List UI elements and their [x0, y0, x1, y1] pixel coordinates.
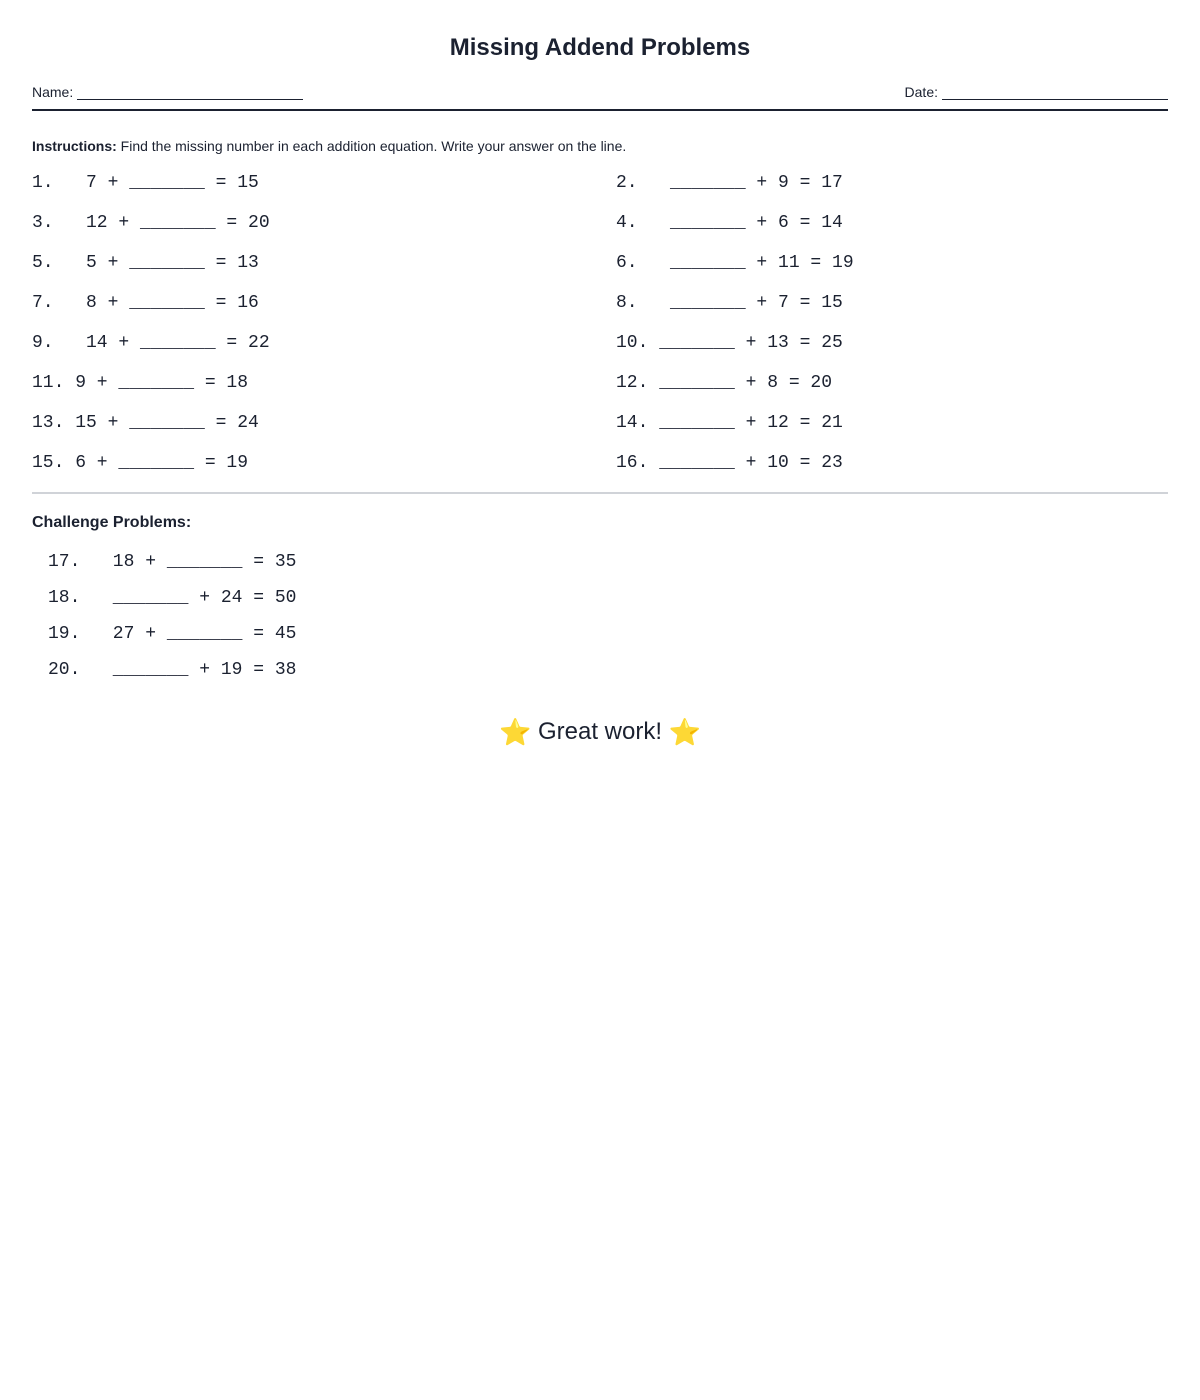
header-divider — [32, 109, 1168, 111]
problem-5: 5. 5 + _______ = 13 — [32, 253, 259, 273]
problem-3: 3. 12 + _______ = 20 — [32, 213, 270, 233]
problem-11: 11. 9 + _______ = 18 — [32, 373, 249, 393]
challenge-problem-17: 17. 18 + _______ = 35 — [48, 552, 297, 572]
date-blank-line[interactable] — [942, 83, 1168, 100]
challenge-problem-18: 18. _______ + 24 = 50 — [48, 588, 297, 608]
star-icon: ⭐ — [498, 717, 532, 747]
section-divider — [32, 492, 1168, 494]
problem-9: 9. 14 + _______ = 22 — [32, 333, 270, 353]
footer-text: Great work! — [537, 718, 663, 745]
problem-7: 7. 8 + _______ = 16 — [32, 293, 259, 313]
problem-16: 16. _______ + 10 = 23 — [616, 453, 843, 473]
problem-1: 1. 7 + _______ = 15 — [32, 173, 259, 193]
problem-15: 15. 6 + _______ = 19 — [32, 453, 249, 473]
name-field — [32, 83, 303, 100]
problems-grid — [32, 172, 1168, 492]
header-row — [32, 77, 1168, 107]
problem-14: 14. _______ + 12 = 21 — [616, 413, 843, 433]
problem-6: 6. _______ + 11 = 19 — [616, 253, 854, 273]
challenge-title: Challenge Problems: — [32, 514, 192, 531]
name-label: Name: — [32, 84, 74, 100]
challenge-list — [32, 551, 1168, 695]
problem-2: 2. _______ + 9 = 17 — [616, 173, 843, 193]
problem-13: 13. 15 + _______ = 24 — [32, 413, 259, 433]
problem-4: 4. _______ + 6 = 14 — [616, 213, 843, 233]
footer-message — [32, 717, 1168, 747]
date-label: Date: — [904, 84, 938, 100]
instructions-label: Instructions: — [32, 138, 117, 154]
date-field — [905, 83, 1168, 100]
instructions — [32, 137, 1168, 155]
problem-12: 12. _______ + 8 = 20 — [616, 373, 833, 393]
problem-10: 10. _______ + 13 = 25 — [616, 333, 843, 353]
name-blank-line[interactable] — [77, 83, 303, 100]
worksheet — [32, 0, 1168, 747]
problem-8: 8. _______ + 7 = 15 — [616, 293, 843, 313]
page-title: Missing Addend Problems — [449, 34, 751, 61]
star-icon: ⭐ — [668, 717, 702, 747]
challenge-problem-20: 20. _______ + 19 = 38 — [48, 660, 297, 680]
instructions-text: Find the missing number in each addition equation. Write your answer on the line. — [120, 138, 627, 154]
challenge-problem-19: 19. 27 + _______ = 45 — [48, 624, 297, 644]
